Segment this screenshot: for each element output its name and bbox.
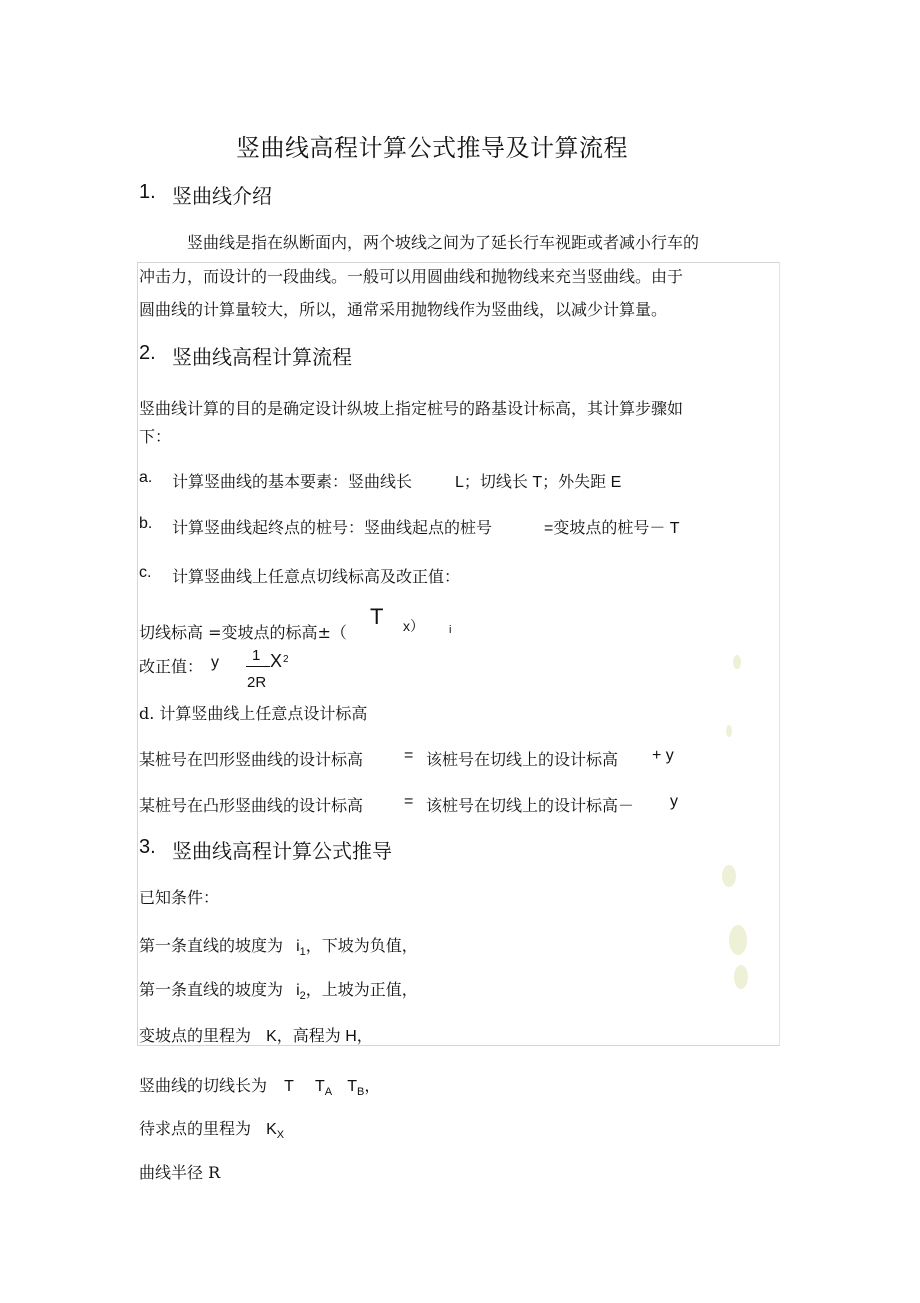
grade1-text: 第一条直线的坡度为 [139, 936, 284, 955]
concave-y: + y [652, 747, 674, 764]
grade1-line [139, 933, 418, 958]
step-c-text: 计算竖曲线上任意点切线标高及改正值： [172, 567, 461, 586]
step-b-equation: =变坡点的桩号－ T [544, 520, 680, 537]
grade1-var: $i_1$ [296, 938, 306, 958]
section1-para-line3: 圆曲线的计算量较大，所以，通常采用抛物线作为竖曲线，以减少计算量。 [139, 300, 668, 319]
scan-speck [722, 865, 736, 887]
convex-right: 该桩号在切线上的设计标高－ [426, 796, 635, 815]
concave-eq: = [404, 747, 414, 764]
tangent-T: T [370, 604, 384, 629]
vpi-text: 变坡点的里程为 [139, 1026, 252, 1045]
convex-left: 某桩号在凸形竖曲线的设计标高 [139, 796, 364, 815]
section3-heading: 竖曲线高程计算公式推导 [172, 839, 392, 863]
scan-speck [729, 925, 747, 955]
step-d: d. 计算竖曲线上任意点设计标高 [139, 704, 368, 723]
convex-y: y [670, 793, 678, 810]
step-c-label: c. [139, 564, 152, 581]
vpi-line [139, 1023, 373, 1046]
grade1-tail: ，下坡为负值， [305, 936, 418, 955]
tangent-length-TB: $T_B$ [347, 1078, 365, 1098]
concave-left: 某桩号在凹形竖曲线的设计标高 [139, 750, 364, 769]
tangent-length-line [139, 1073, 380, 1098]
scan-speck [734, 965, 748, 989]
known-conditions: 已知条件： [139, 888, 220, 907]
tangent-i: i [449, 624, 452, 636]
vpi-values: K，高程为 H， [266, 1028, 373, 1045]
step-a-elements: L；切线长 T；外失距 E [455, 474, 622, 491]
section1-number: 1. [139, 181, 156, 203]
scan-speck [733, 655, 741, 669]
tangent-elevation-label: 切线标高 =变坡点的标高±（ [139, 623, 347, 642]
section3-number: 3. [139, 836, 156, 858]
tangent-length-TA: $T_A$ [314, 1078, 333, 1098]
grade2-text: 第一条直线的坡度为 [139, 980, 284, 999]
tangent-x: x） [403, 618, 424, 634]
scan-speck [726, 725, 732, 737]
correction-label: 改正值： [139, 657, 204, 676]
fraction-numerator: 1 [252, 647, 261, 664]
tangent-length-text: 竖曲线的切线长为 [139, 1076, 268, 1095]
section2-intro-line1: 竖曲线计算的目的是确定设计纵坡上指定桩号的路基设计标高，其计算步骤如 [139, 399, 684, 418]
radius-line: 曲线半径 R [139, 1163, 221, 1182]
step-a-label: a. [139, 469, 153, 486]
section2-heading: 竖曲线高程计算流程 [172, 345, 352, 369]
tangent-length-tail: ， [364, 1076, 381, 1095]
step-b-label: b. [139, 515, 153, 532]
fraction-exponent: 2 [283, 654, 289, 665]
concave-right: 该桩号在切线上的设计标高 [426, 750, 619, 769]
section2-intro-line2: 下： [139, 427, 172, 446]
page-title: 竖曲线高程计算公式推导及计算流程 [236, 134, 628, 162]
point-line [139, 1116, 284, 1141]
point-text: 待求点的里程为 [139, 1119, 252, 1138]
grade2-line [139, 977, 418, 1002]
tangent-length-T: T [284, 1078, 294, 1095]
scan-frame [137, 262, 780, 1046]
correction-y: y [211, 654, 219, 671]
fraction-x: X [270, 651, 283, 671]
section2-number: 2. [139, 342, 156, 364]
convex-eq: = [404, 793, 414, 810]
fraction-bar [246, 666, 270, 667]
grade2-var: $i_2$ [296, 982, 306, 1002]
section1-para-line2: 冲击力，而设计的一段曲线。一般可以用圆曲线和抛物线来充当竖曲线。由于 [139, 267, 684, 286]
section1-heading: 竖曲线介绍 [172, 184, 272, 208]
grade2-tail: ，上坡为正值， [305, 980, 418, 999]
step-b-text: 计算竖曲线起终点的桩号：竖曲线起点的桩号 [172, 518, 493, 537]
point-K: $K_X$ [266, 1121, 285, 1141]
step-a-text: 计算竖曲线的基本要素：竖曲线长 [172, 472, 413, 491]
section1-para-line1: 竖曲线是指在纵断面内，两个坡线之间为了延长行车视距或者减小行车的 [187, 233, 700, 252]
fraction-denominator: 2R [247, 674, 267, 691]
